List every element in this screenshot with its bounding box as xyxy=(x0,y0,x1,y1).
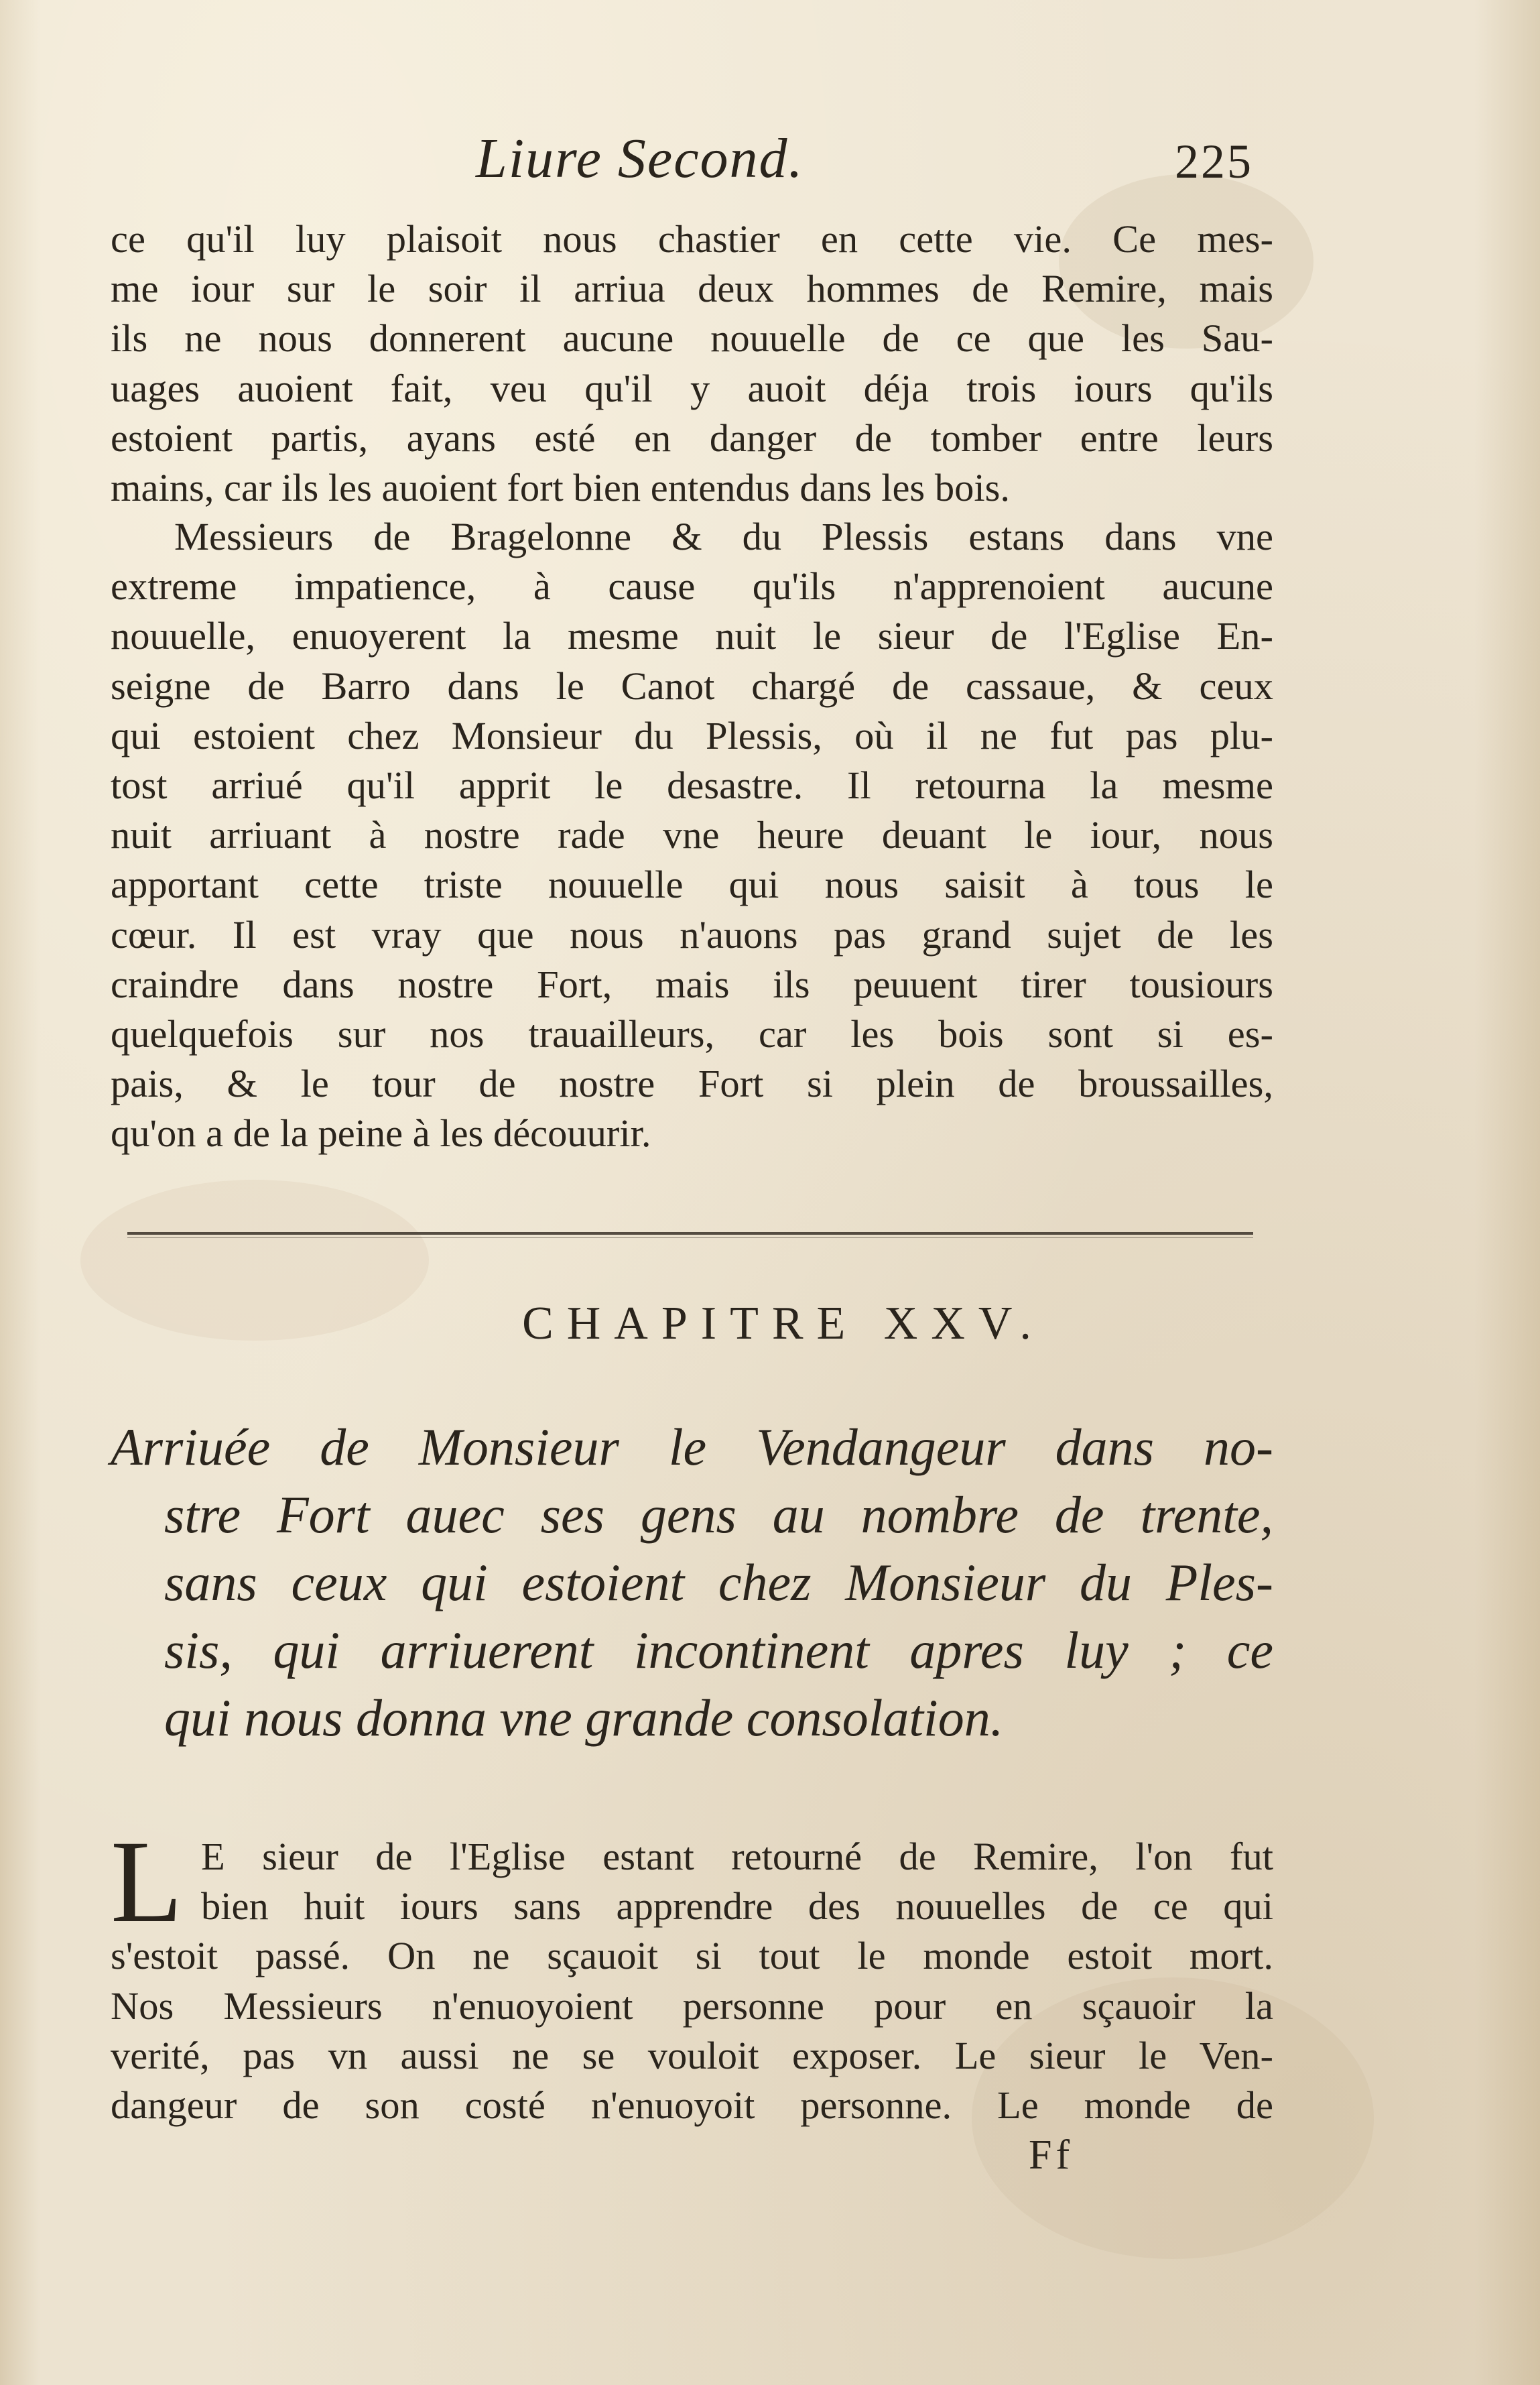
section-rule xyxy=(127,1232,1253,1235)
text-line: Nos Messieurs n'enuoyoient personne pour en sçauoir la xyxy=(111,1983,1273,2028)
paragraph-messieurs xyxy=(111,512,1273,1159)
text-line: quelquefois sur nos trauailleurs, car les bois sont si es- xyxy=(111,1012,1273,1056)
text-line: craindre dans nostre Fort, mais ils peuuent tirer tousiours xyxy=(111,962,1273,1006)
text-line: uages auoient fait, veu qu'il y auoit déja trois iours qu'ils xyxy=(111,366,1273,410)
summary-line: qui nous donna vne grande consolation. xyxy=(164,1689,1004,1747)
section-rule-thin xyxy=(127,1237,1253,1238)
text-line: ils ne nous donnerent aucune nouuelle de ce que les Sau- xyxy=(111,316,1273,361)
text-line: seigne de Barro dans le Canot chargé de cassaue, & ceux xyxy=(111,664,1273,708)
text-line: tost arriué qu'il apprit le desastre. Il retourna la mesme xyxy=(111,763,1273,808)
text-line: estoient partis, ayans esté en danger de tomber entre leurs xyxy=(111,416,1273,460)
text-line: nouuelle, enuoyerent la mesme nuit le sieur de l'Eglise En- xyxy=(111,614,1273,658)
running-title: Liure Second. xyxy=(476,127,804,190)
text-line: nuit arriuant à nostre rade vne heure deuant le iour, nous xyxy=(111,813,1273,857)
summary-line: sis, qui arriuerent incontinent apres luy ; ce xyxy=(164,1621,1273,1679)
chapter-summary xyxy=(111,1413,1273,1752)
text-line: mains, car ils les auoient fort bien entendus dans les bois. xyxy=(111,466,1010,510)
text-line: cœur. Il est vray que nous n'auons pas grand sujet de les xyxy=(111,912,1273,957)
text-line: Messieurs de Bragelonne & du Plessis estans dans vne xyxy=(174,515,1273,558)
paragraph-chapter-opening xyxy=(111,1817,1273,2130)
text-line: s'estoit passé. On ne sçauoit si tout le monde estoit mort. xyxy=(111,1934,1273,1978)
text-line: pais, & le tour de nostre Fort si plein de broussailles, xyxy=(111,1062,1273,1106)
page-header xyxy=(114,119,1267,193)
text-line: ce qu'il luy plaisoit nous chastier en cette vie. Ce mes- xyxy=(111,217,1273,261)
page-number: 225 xyxy=(1175,135,1253,188)
text-line: apportant cette triste nouuelle qui nous saisit à tous le xyxy=(111,863,1273,907)
signature-mark: Ff xyxy=(1029,2132,1074,2178)
summary-line: stre Fort auec ses gens au nombre de trente, xyxy=(164,1485,1273,1544)
text-line: qui estoient chez Monsieur du Plessis, où il ne fut pas plu- xyxy=(111,713,1273,757)
text-line: dangeur de son costé n'enuoyoit personne. Le monde de xyxy=(111,2083,1273,2128)
text-line: verité, pas vn aussi ne se vouloit exposer. Le sieur le Ven- xyxy=(111,2033,1273,2077)
text-line: bien huit iours sans apprendre des nouuelles de ce qui xyxy=(201,1884,1273,1929)
paragraph-continued xyxy=(111,215,1273,513)
summary-line: sans ceux qui estoient chez Monsieur du Ples- xyxy=(164,1553,1273,1611)
text-line: qu'on a de la peine à les découurir. xyxy=(111,1111,651,1156)
drop-cap-letter: L xyxy=(111,1817,183,1947)
text-line: extreme impatience, à cause qu'ils n'apprenoient aucune xyxy=(111,564,1273,609)
text-line: E sieur de l'Eglise estant retourné de Remire, l'on fut xyxy=(201,1835,1273,1878)
chapter-heading: CHAPITRE XXV. xyxy=(522,1298,1045,1349)
text-line: me iour sur le soir il arriua deux hommes de Remire, mais xyxy=(111,267,1273,311)
summary-line: Arriuée de Monsieur le Vendangeur dans no- xyxy=(111,1418,1273,1476)
